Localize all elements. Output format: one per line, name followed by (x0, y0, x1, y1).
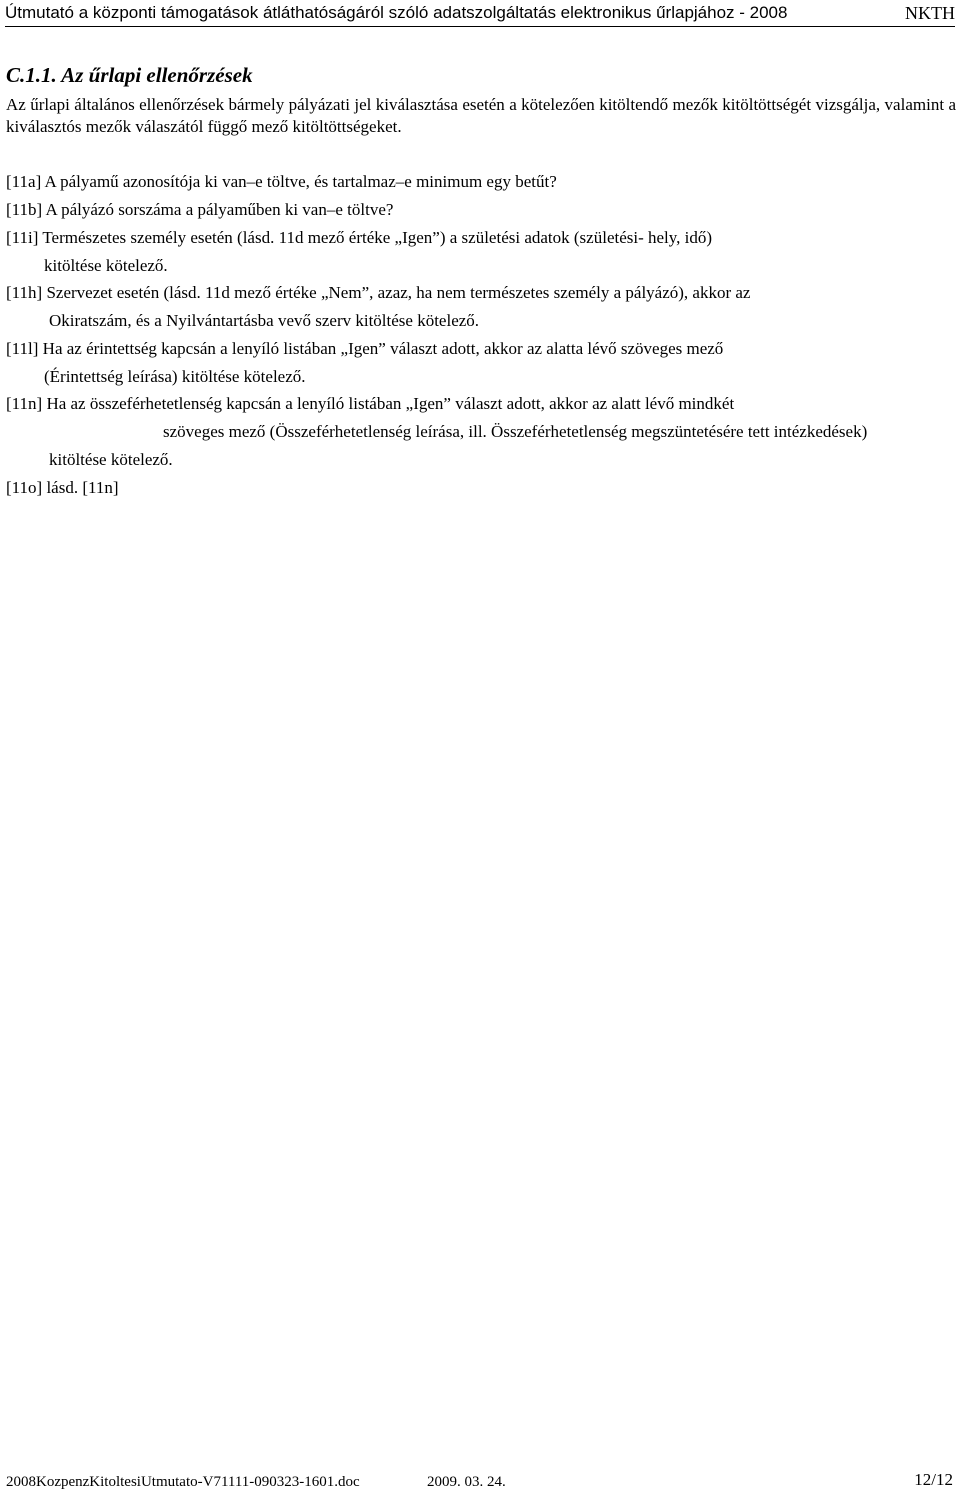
rule-11a: [11a] A pályamű azonosítója ki van–e töltve, és tartalmaz–e minimum egy betűt? (6, 172, 557, 191)
rule-11o: [11o] lásd. [11n] (6, 478, 119, 497)
rule-11i-continuation: kitöltése kötelező. (44, 256, 168, 275)
footer-filename: 2008KozpenzKitoltesiUtmutato-V71111-090323-1601.doc (6, 1474, 360, 1490)
rule-11h: [11h] Szervezet esetén (lásd. 11d mező értéke „Nem”, azaz, ha nem természetes személy a pályázó), akkor az (6, 283, 751, 302)
rule-11h-continuation: Okiratszám, és a Nyilvántartásba vevő szerv kitöltése kötelező. (49, 311, 480, 330)
section-title: C.1.1. Az űrlapi ellenőrzések (6, 63, 253, 87)
rule-11n-continuation-2: kitöltése kötelező. (49, 450, 173, 469)
rule-11n: [11n] Ha az összeférhetetlenség kapcsán a lenyíló listában „Igen” választ adott, akkor az alatt lévő mindkét (6, 394, 735, 413)
header-org: NKTH (905, 3, 955, 23)
rule-11n-continuation: szöveges mező (Összeférhetetlenség leírása, ill. Összeférhetetlenség megszüntetésére tett intézkedések) (163, 422, 868, 441)
rule-11i: [11i] Természetes személy esetén (lásd. 11d mező értéke „Igen”) a születési adatok (születési- hely, idő) (6, 228, 713, 247)
rule-11b: [11b] A pályázó sorszáma a pályaműben ki van–e töltve? (6, 200, 394, 219)
rule-11l: [11l] Ha az érintettség kapcsán a lenyíló listában „Igen” választ adott, akkor az alatta lévő szöveges mező (6, 339, 724, 358)
page-header (5, 4, 955, 27)
rule-11l-continuation: (Érintettség leírása) kitöltése kötelező. (44, 367, 306, 386)
footer-date: 2009. 03. 24. (427, 1474, 506, 1490)
header-title: Útmutató a központi támogatások átláthatóságáról szóló adatszolgáltatás elektronikus űrlapjához - 2008 (5, 3, 788, 22)
footer-page-number: 12/12 (914, 1470, 953, 1489)
section-intro: Az űrlapi általános ellenőrzések bármely pályázati jel kiválasztása esetén a kötelezően kitöltendő mezők kitöltöttségét vizsgálja, valamint a kiválasztós mezők válaszától függő mező kitöltöttségeket. (6, 95, 956, 136)
